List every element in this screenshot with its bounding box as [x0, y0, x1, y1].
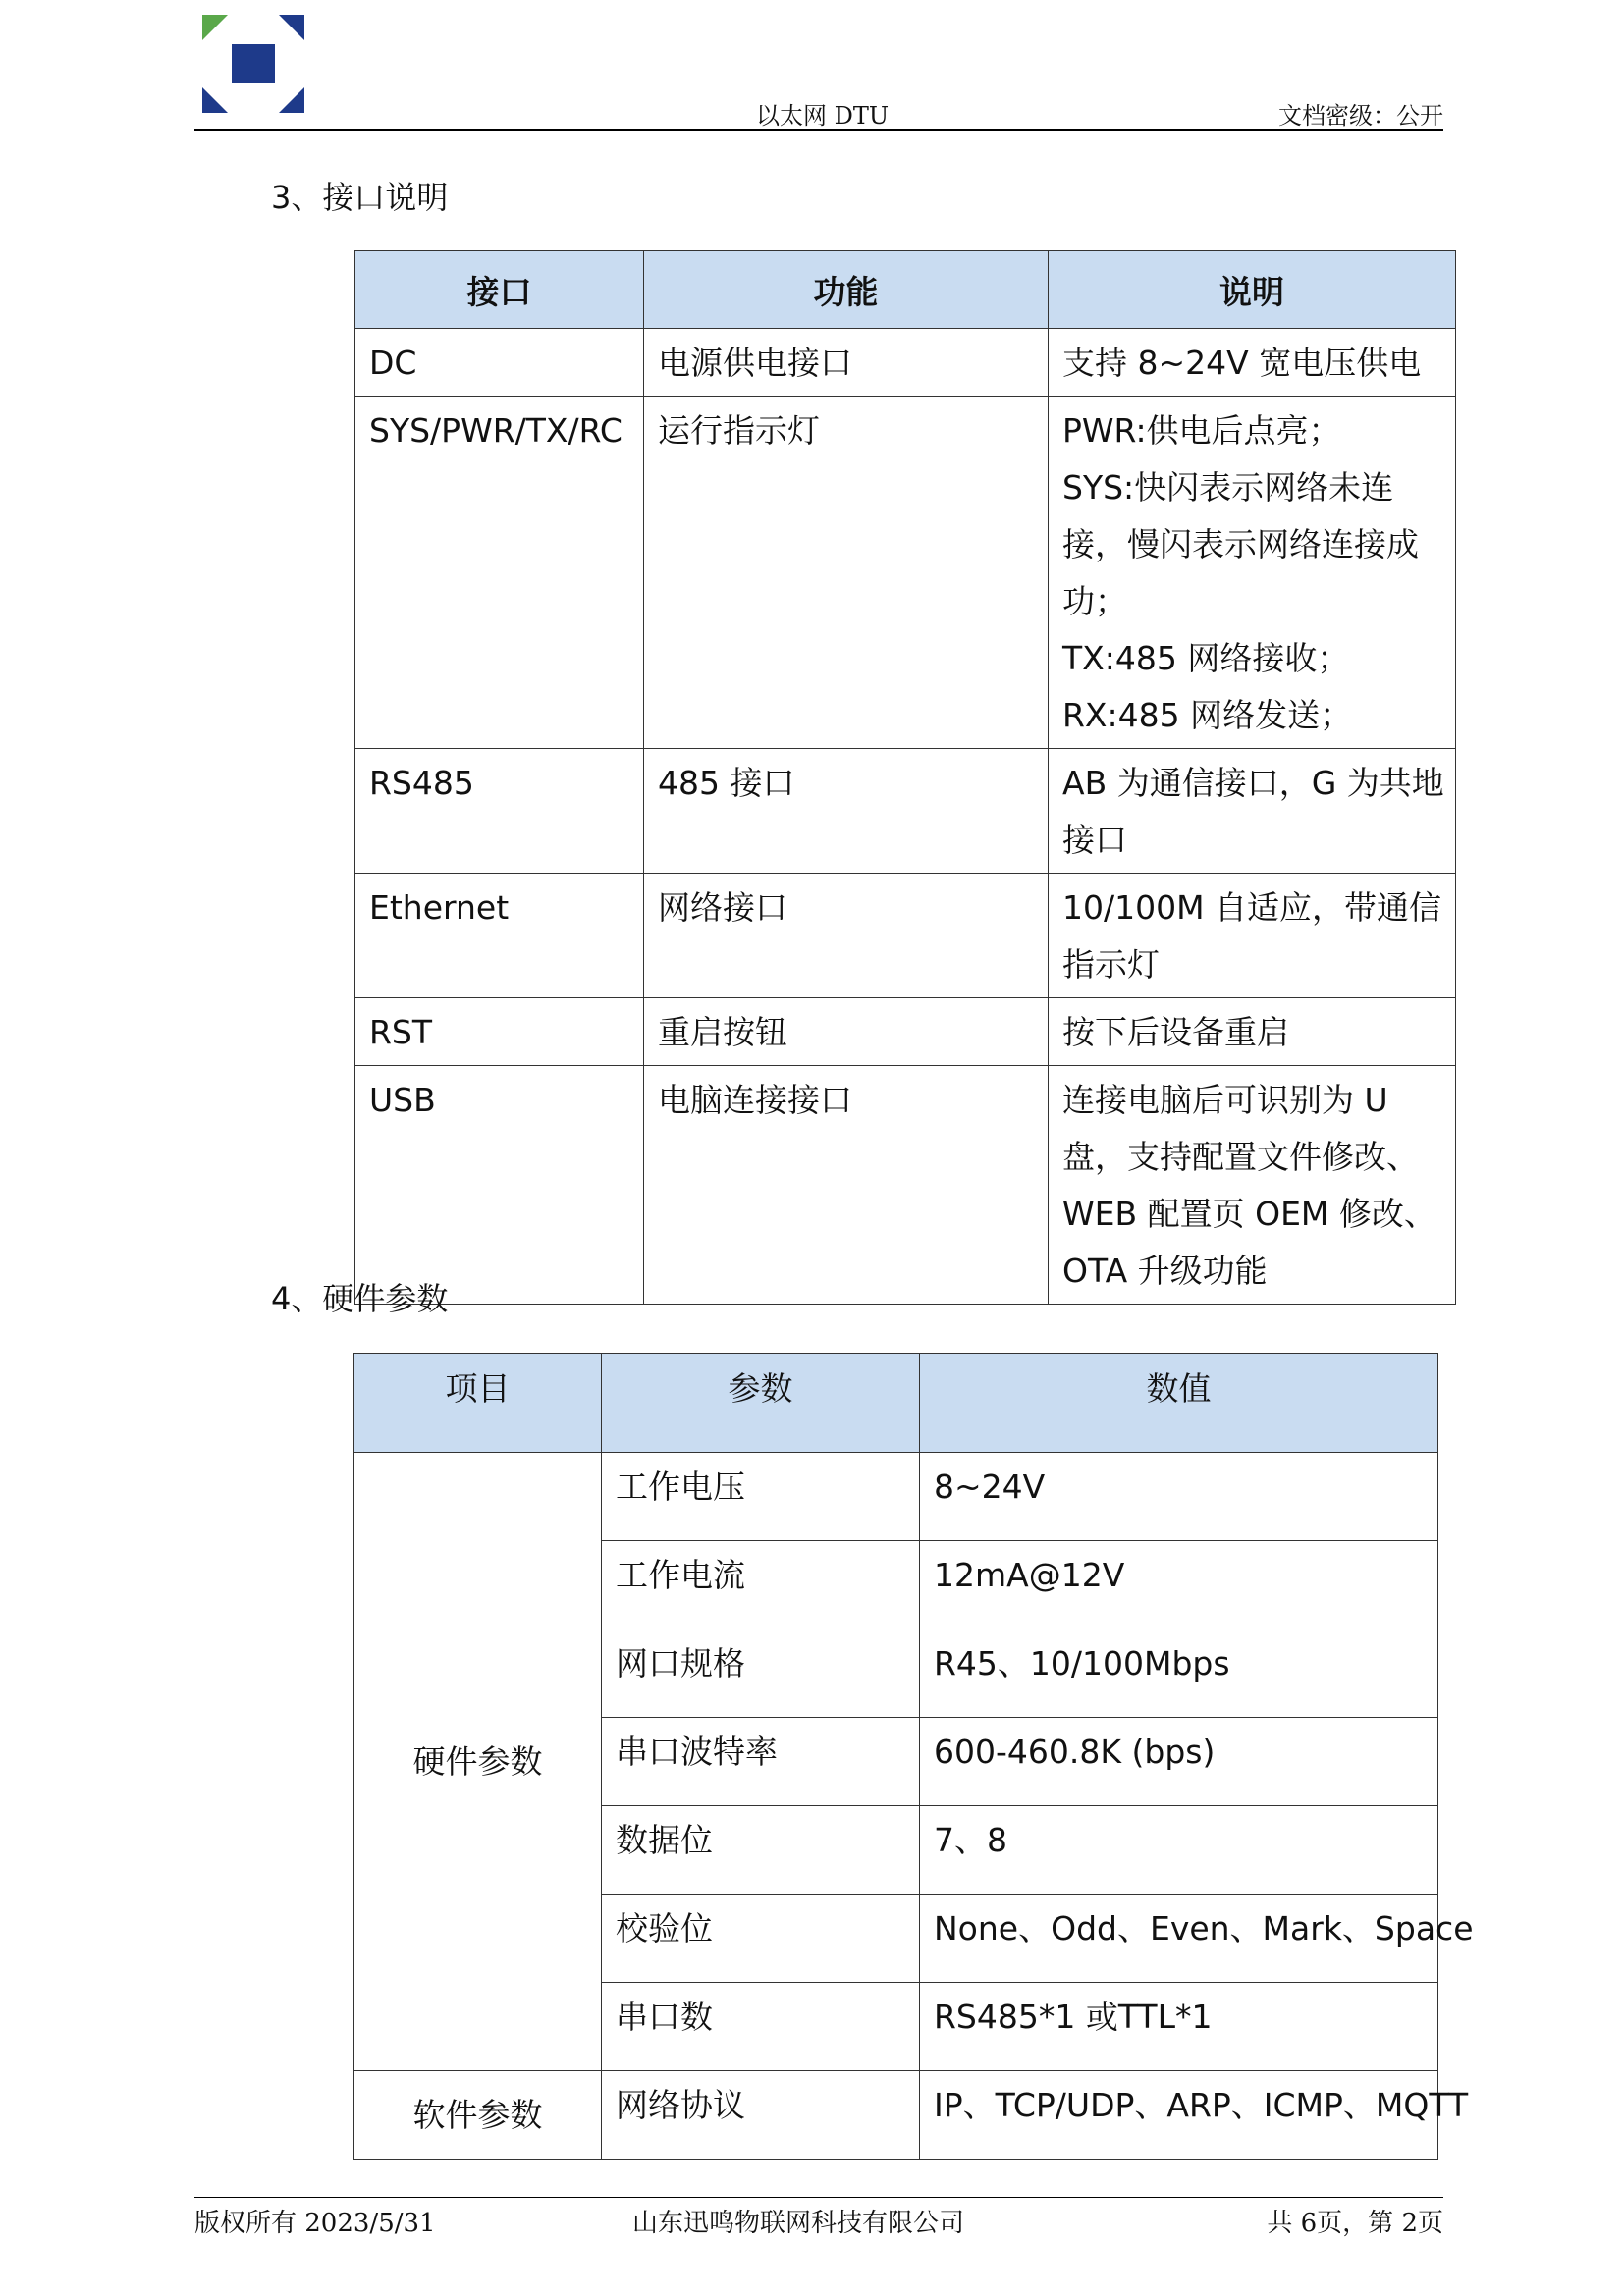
param-name-cell: 工作电流: [602, 1541, 920, 1629]
description-line: 10/100M 自适应，带通信: [1062, 888, 1442, 927]
description-line: 接口: [1062, 821, 1127, 859]
param-value-cell: None、Odd、Even、Mark、Space: [920, 1895, 1438, 1983]
description-line: PWR:供电后点亮；: [1062, 411, 1341, 450]
description-line: 指示灯: [1062, 945, 1160, 984]
table-row: [355, 397, 1456, 749]
function-cell: 网络接口: [644, 874, 1049, 998]
section4-title: 4、硬件参数: [271, 1280, 449, 1317]
interface-name-cell: RS485: [355, 749, 644, 874]
table-row: [355, 998, 1456, 1066]
table-row: [355, 749, 1456, 874]
footer-divider: [194, 2197, 1443, 2198]
description-line: 连接电脑后可识别为 U: [1062, 1081, 1388, 1119]
header-title: 以太网 DTU: [756, 102, 890, 130]
param-name-cell: 网络协议: [602, 2071, 920, 2160]
interface-table: [354, 250, 1456, 1305]
param-value-cell: 12mA@12V: [920, 1541, 1438, 1629]
interface-name-cell: RST: [355, 998, 644, 1066]
interface-name-cell: DC: [355, 329, 644, 397]
param-name-cell: 工作电压: [602, 1453, 920, 1541]
footer-copyright: 版权所有 2023/5/31: [194, 2209, 436, 2238]
table-row: [354, 1453, 1438, 1541]
description-line: TX:485 网络接收；: [1062, 639, 1350, 677]
param-value-cell: IP、TCP/UDP、ARP、ICMP、MQTT: [920, 2071, 1438, 2160]
group-cell-hardware: 硬件参数: [354, 1453, 602, 2071]
column-header: 接口: [355, 251, 644, 329]
function-cell: 电脑连接接口: [644, 1066, 1049, 1305]
table-header-row: [354, 1354, 1438, 1453]
param-value-cell: 600-460.8K (bps): [920, 1718, 1438, 1806]
description-cell: [1049, 329, 1456, 397]
param-value-cell: 7、8: [920, 1806, 1438, 1895]
table-row: [355, 874, 1456, 998]
column-header: 参数: [602, 1354, 920, 1453]
description-cell: [1049, 874, 1456, 998]
description-line: WEB 配置页 OEM 修改、: [1062, 1195, 1436, 1233]
description-line: 按下后设备重启: [1062, 1013, 1289, 1051]
description-line: RX:485 网络发送；: [1062, 696, 1353, 734]
description-line: 支持 8~24V 宽电压供电: [1062, 344, 1422, 382]
company-logo: [202, 15, 304, 113]
table-row: [355, 329, 1456, 397]
interface-name-cell: Ethernet: [355, 874, 644, 998]
description-cell: [1049, 397, 1456, 749]
column-header: 项目: [354, 1354, 602, 1453]
param-value-cell: R45、10/100Mbps: [920, 1629, 1438, 1718]
header-divider: [194, 129, 1443, 131]
description-line: SYS:快闪表示网络未连: [1062, 468, 1394, 507]
param-name-cell: 数据位: [602, 1806, 920, 1895]
column-header: 数值: [920, 1354, 1438, 1453]
description-cell: [1049, 998, 1456, 1066]
function-cell: 运行指示灯: [644, 397, 1049, 749]
function-cell: 485 接口: [644, 749, 1049, 874]
hardware-param-table: [353, 1353, 1474, 2160]
param-name-cell: 串口波特率: [602, 1718, 920, 1806]
description-line: 功；: [1062, 582, 1127, 620]
footer-page-number: 共 6页，第 2页: [1267, 2209, 1443, 2238]
param-name-cell: 串口数: [602, 1983, 920, 2071]
description-line: 盘，支持配置文件修改、: [1062, 1138, 1419, 1176]
table-header-row: [355, 251, 1456, 329]
section3-title: 3、接口说明: [271, 179, 449, 216]
description-line: AB 为通信接口，G 为共地: [1062, 764, 1444, 802]
function-cell: 电源供电接口: [644, 329, 1049, 397]
table-row: [354, 2071, 1438, 2160]
param-name-cell: 校验位: [602, 1895, 920, 1983]
param-value-cell: RS485*1 或TTL*1: [920, 1983, 1438, 2071]
column-header: 说明: [1049, 251, 1456, 329]
footer-company: 山东迅鸣物联网科技有限公司: [632, 2209, 965, 2238]
table-row: [355, 1066, 1456, 1305]
param-name-cell: 网口规格: [602, 1629, 920, 1718]
column-header: 功能: [644, 251, 1049, 329]
function-cell: 重启按钮: [644, 998, 1049, 1066]
description-cell: [1049, 1066, 1456, 1305]
description-line: OTA 升级功能: [1062, 1252, 1268, 1290]
group-cell-software: 软件参数: [354, 2071, 602, 2160]
interface-name-cell: USB: [355, 1066, 644, 1305]
header-classification: 文档密级：公开: [1278, 102, 1443, 130]
description-line: 接，慢闪表示网络连接成: [1062, 525, 1419, 563]
param-value-cell: 8~24V: [920, 1453, 1438, 1541]
description-cell: [1049, 749, 1456, 874]
interface-name-cell: SYS/PWR/TX/RC: [355, 397, 644, 749]
